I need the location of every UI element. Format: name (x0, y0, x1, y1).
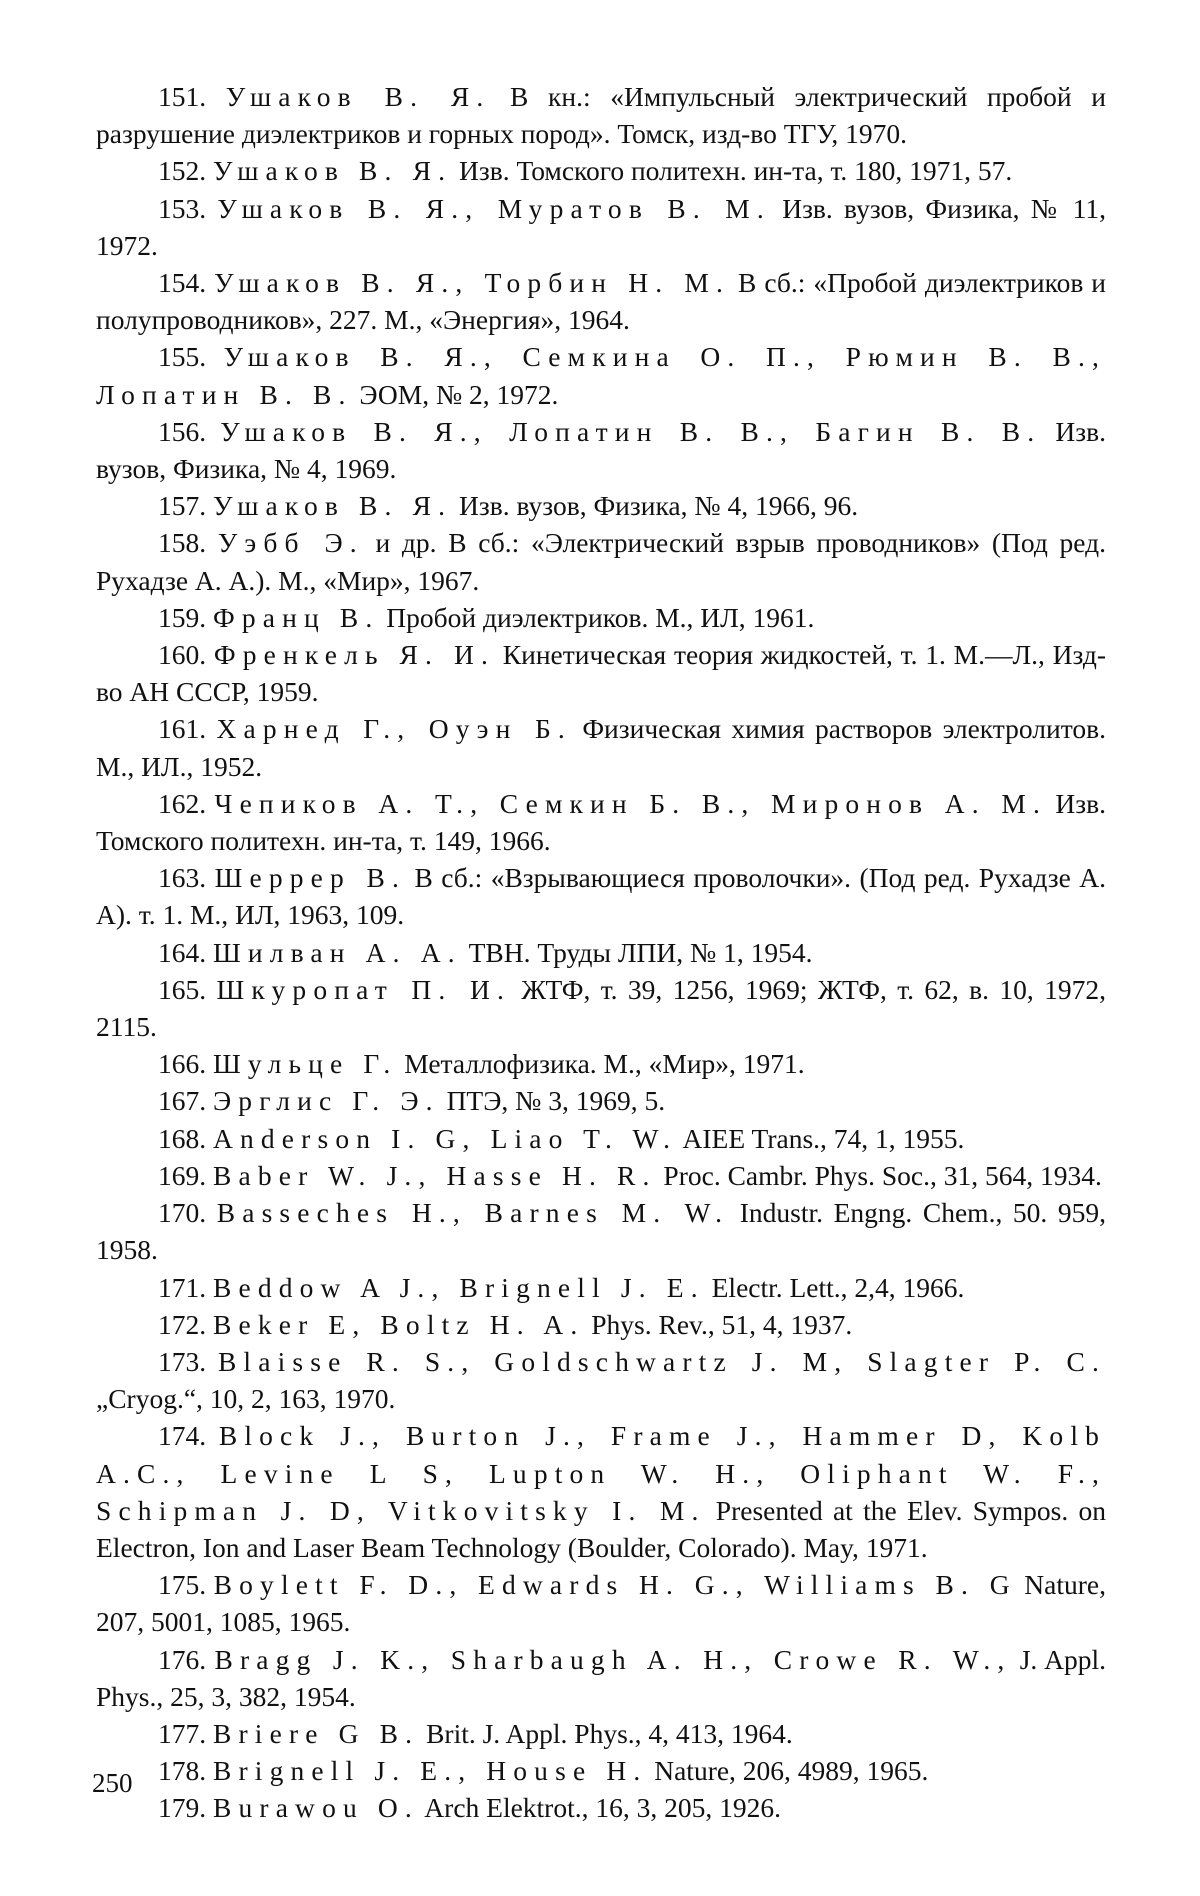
entry-author: Уэбб Э. (217, 527, 364, 559)
entry-author: Ушаков В. Я. (213, 490, 453, 522)
reference-entry (96, 971, 1106, 1045)
reference-entry (96, 934, 1106, 971)
entry-author: Brignell J. E., House H. (213, 1755, 648, 1787)
reference-entry (96, 710, 1106, 784)
entry-text: Пробой диэлектриков. М., ИЛ, 1961. (379, 601, 815, 633)
reference-entry (96, 1417, 1106, 1566)
reference-entry (96, 1306, 1106, 1343)
entry-text: Presented at the Elev. Sympos. on Electron, Ion and Laser Beam Technology (Boulder, Colorado). May, 1971. (96, 1494, 1106, 1563)
reference-entry (96, 524, 1106, 598)
entry-number: 157. (158, 490, 207, 522)
entry-author: Харнед Г., Оуэн Б. (216, 713, 572, 745)
entry-number: 171. (158, 1271, 207, 1303)
entry-number: 167. (158, 1085, 207, 1117)
entry-text: Proc. Cambr. Phys. Soc., 31, 564, 1934. (656, 1159, 1102, 1191)
entry-text: В кн.: «Импульсный электрический пробой и разрушение диэлектриков и горных пород». Томск, изд-во ТГУ, 1970. (96, 81, 1106, 150)
entry-number: 166. (158, 1048, 207, 1080)
entry-author: Шкуропат П. И. (216, 973, 511, 1005)
entry-text: Изв. вузов, Физика, № 11, 1972. (96, 192, 1106, 261)
entry-text: Phys. Rev., 51, 4, 1937. (584, 1308, 853, 1340)
entry-text: Металлофизика. М., «Мир», 1971. (397, 1048, 805, 1080)
entry-text: Electr. Lett., 2,4, 1966. (704, 1271, 965, 1303)
entry-text: Изв. Томского политехн. ин-та, т. 180, 1971, 57. (452, 155, 1013, 187)
reference-entry (96, 413, 1106, 487)
entry-text: и др. В сб.: «Электрический взрыв проводников» (Под ред. Рухадзе А. А.). М., «Мир», 1967. (96, 527, 1106, 596)
entry-number: 179. (158, 1792, 207, 1824)
entry-text: Nature, 206, 4989, 1965. (647, 1755, 929, 1787)
entry-number: 174. (158, 1420, 207, 1452)
entry-number: 163. (158, 862, 207, 894)
entry-number: 160. (158, 639, 207, 671)
entry-author: Чепиков А. Т., Семкин Б. В., Миронов А. М. (214, 787, 1047, 819)
entry-author: Ушаков В. Я., Лопатин В. В., Багин В. В. (220, 415, 1042, 447)
reference-entry (96, 264, 1106, 338)
entry-author: Boylett F. D., Edwards H. G., Williams B. G (213, 1569, 1017, 1601)
entry-author: Франц В. (213, 601, 380, 633)
entry-text: AIEE Trans., 74, 1, 1955. (677, 1122, 965, 1154)
entry-text: Изв. вузов, Физика, № 4, 1966, 96. (452, 490, 859, 522)
reference-entry (96, 78, 1106, 152)
entry-author: Block J., Burton J., Frame J., Hammer D, Kolb A.C., Levine L S, Lupton W. H., Oliphant W. F., Schipman J. D, Vitkovitsky I. M. (96, 1420, 1107, 1526)
reference-entry (96, 1343, 1106, 1417)
reference-entry (96, 636, 1106, 710)
reference-entry (96, 1752, 1106, 1789)
entry-text: Arch Elektrot., 16, 3, 205, 1926. (418, 1792, 781, 1824)
reference-entry (96, 1045, 1106, 1082)
reference-entry (96, 1789, 1106, 1826)
reference-entry (96, 1269, 1106, 1306)
reference-entry (96, 1120, 1106, 1157)
reference-entry (96, 1157, 1106, 1194)
entry-author: Beddow A J., Brignell J. E. (213, 1271, 705, 1303)
reference-entry (96, 1194, 1106, 1268)
reference-entry (96, 338, 1106, 412)
entry-text: ТВН. Труды ЛПИ, № 1, 1954. (461, 936, 813, 968)
reference-entry (96, 599, 1106, 636)
entry-author: Ушаков В. Я. (213, 155, 453, 187)
entry-text: ЖТФ, т. 39, 1256, 1969; ЖТФ, т. 62, в. 10, 1972, 2115. (96, 973, 1106, 1043)
entry-number: 164. (158, 936, 207, 968)
entry-number: 162. (158, 787, 207, 819)
entry-number: 151. (158, 81, 207, 112)
entry-text: В сб.: «Взрывающиеся проволочки». (Под ред. Рухадзе А. А). т. 1. М., ИЛ, 1963, 109. (96, 862, 1106, 931)
entry-text: Физическая химия растворов электролитов. М., ИЛ., 1952. (96, 713, 1107, 782)
entry-author: Ушаков В. Я. (225, 81, 491, 112)
reference-entry (96, 1641, 1106, 1715)
entry-author: Френкель Я. И. (213, 639, 495, 671)
entry-text: „Cryog.“, 10, 2, 163, 1970. (96, 1383, 396, 1415)
entry-number: 175. (158, 1569, 207, 1601)
reference-entry (96, 152, 1106, 189)
entry-number: 153. (158, 192, 207, 224)
reference-entry (96, 487, 1106, 524)
entry-number: 155. (158, 341, 207, 373)
reference-list (96, 78, 1106, 1827)
reference-entry (96, 785, 1106, 859)
entry-author: Ушаков В. Я., Торбин Н. М. (214, 267, 731, 299)
entry-author: Anderson I. G, Liao T. W. (213, 1122, 678, 1154)
entry-number: 178. (158, 1755, 207, 1787)
entry-author: Blaisse R. S., Goldschwartz J. M, Slagter P. C. (217, 1345, 1106, 1377)
entry-number: 156. (158, 415, 207, 447)
entry-number: 165. (158, 973, 207, 1005)
reference-entry (96, 1715, 1106, 1752)
entry-number: 168. (158, 1122, 207, 1154)
entry-text: В сб.: «Пробой диэлектриков и полупроводников», 227. М., «Энергия», 1964. (96, 267, 1107, 336)
reference-entry (96, 1082, 1106, 1119)
reference-entry (96, 190, 1106, 264)
reference-entry (96, 1566, 1106, 1640)
entry-author: Bragg J. K., Sharbaugh A. H., Crowe R. W., (214, 1643, 1012, 1675)
entry-text: Изв. вузов, Физика, № 4, 1969. (96, 415, 1106, 485)
entry-author: Ушаков В. Я., Муратов В. М. (217, 192, 771, 224)
entry-number: 170. (158, 1197, 207, 1229)
entry-number: 169. (158, 1159, 207, 1191)
entry-text: Industr. Engng. Chem., 50. 959, 1958. (96, 1197, 1107, 1266)
entry-number: 176. (158, 1643, 207, 1675)
entry-author: Шульце Г. (213, 1048, 398, 1080)
entry-number: 152. (158, 155, 207, 187)
entry-number: 173. (158, 1345, 207, 1377)
entry-number: 158. (158, 527, 207, 559)
entry-text: ПТЭ, № 3, 1969, 5. (439, 1085, 666, 1117)
entry-author: Ушаков В. Я., Семкина О. П., Рюмин В. В., Лопатин В. В. (96, 341, 1106, 410)
entry-author: Briere G B. (213, 1717, 420, 1749)
entry-number: 154. (158, 267, 207, 299)
entry-author: Baber W. J., Hasse H. R. (213, 1159, 657, 1191)
entry-text: Nature, 207, 5001, 1085, 1965. (96, 1569, 1106, 1638)
entry-number: 159. (158, 601, 207, 633)
entry-author: Шилван А. А. (213, 936, 462, 968)
entry-author: Basseches H., Barnes M. W. (216, 1197, 730, 1229)
entry-author: Эрглис Г. Э. (213, 1085, 440, 1117)
page-number: 250 (92, 1768, 133, 1798)
entry-author: Шеррер В. (214, 862, 406, 894)
entry-text: Кинетическая теория жидкостей, т. 1. М.—Л., Изд-во АН СССР, 1959. (96, 639, 1106, 708)
entry-text: Brit. J. Appl. Phys., 4, 413, 1964. (419, 1717, 793, 1749)
entry-text: Изв. Томского политехн. ин-та, т. 149, 1966. (96, 787, 1106, 857)
entry-text: J. Appl. Phys., 25, 3, 382, 1954. (96, 1643, 1106, 1712)
entry-author: Beker E, Boltz H. A. (213, 1308, 585, 1340)
entry-author: Burawou O. (213, 1792, 419, 1824)
entry-text: ЭОМ, № 2, 1972. (352, 378, 559, 410)
entry-number: 177. (158, 1717, 207, 1749)
reference-entry (96, 859, 1106, 933)
entry-number: 161. (158, 713, 207, 745)
entry-number: 172. (158, 1308, 207, 1340)
